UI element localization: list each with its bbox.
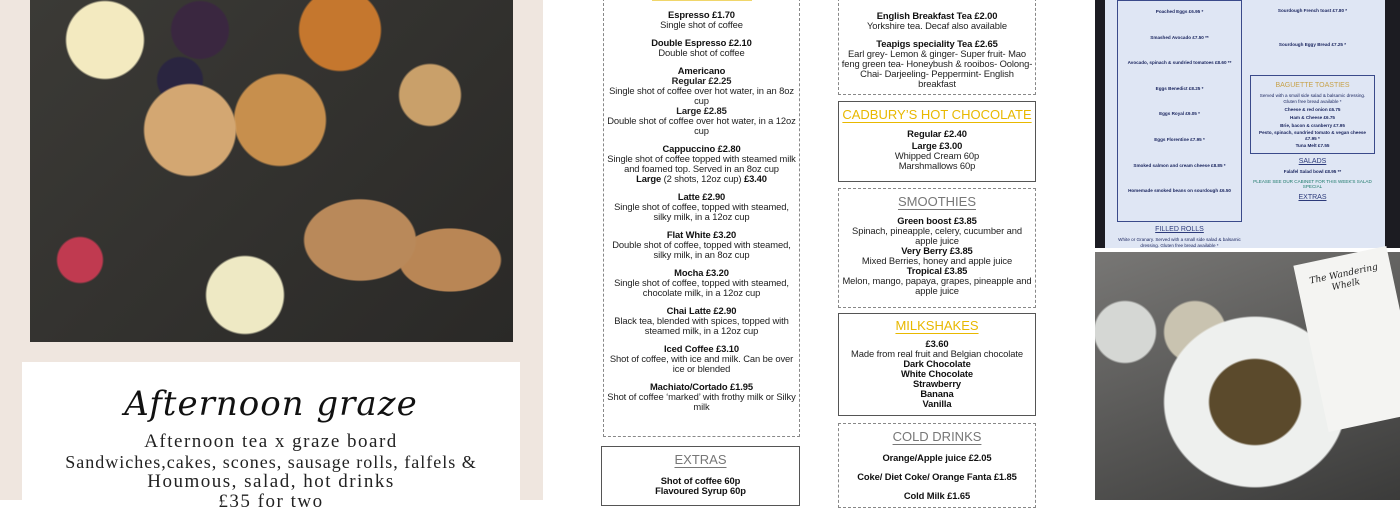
coffee-name: Iced Coffee £3.10 xyxy=(664,343,739,354)
baguette-item: Brie, bacon & cranberry £7.95 xyxy=(1280,122,1345,128)
smoothies-title: SMOOTHIES xyxy=(897,194,976,209)
milkshake-flavour: Strawberry xyxy=(913,378,961,389)
baguette-desc: Served with a small side salad & balsamic dressing. Gluten free bread available * xyxy=(1259,93,1366,104)
extra-item: Flavoured Syrup 60p xyxy=(655,485,746,496)
smoothie-desc: Mixed Berries, honey and apple juice xyxy=(861,255,1013,266)
menu-item: Smashed Avocado £7.50 ** xyxy=(1150,34,1209,40)
hot-choc-large: Large £3.00 xyxy=(911,140,963,151)
afternoon-graze-card xyxy=(22,362,520,512)
coffee-item xyxy=(606,38,797,58)
smoothie-name: Very Berry £3.85 xyxy=(901,245,973,256)
tea-desc: Earl grey- Lemon & ginger- Super fruit- Mao feng green tea- Honeybush & rooibos- Oolong- Chai- Darjeeling- Peppermint- English breakfast xyxy=(841,48,1033,89)
coffee-desc: Single shot of coffee, topped with steamed, chocolate milk, in a 12oz cup xyxy=(614,277,789,298)
menu-item: Poached Eggs £6.95 * xyxy=(1155,9,1204,14)
coffee-name: Chai Latte £2.90 xyxy=(666,305,737,316)
menu-paper xyxy=(1105,0,1385,248)
coffee-desc: Single shot of coffee xyxy=(660,19,743,30)
menu-item: Homemade smoked beans on sourdough £6.50 xyxy=(1128,188,1231,194)
hot-choc-extra: Marshmallows 60p xyxy=(898,160,976,171)
tea-name: Teapigs speciality Tea £2.65 xyxy=(876,38,998,49)
coffee-name: Latte £2.90 xyxy=(677,191,726,202)
coffee-name: Espresso £1.70 xyxy=(668,9,735,20)
coffee-desc: Single shot of coffee topped with steamed milk and foamed top. Served in an 8oz cup xyxy=(607,153,796,174)
filled-rolls-desc: White or Granary. Served with a small side salad & balsamic dressing. Gluten free bread available * xyxy=(1118,237,1241,248)
salad-item: Falafel Salad bowl £8.95 ** xyxy=(1283,168,1342,174)
card-line: Houmous, salad, hot drinks xyxy=(147,471,395,492)
coffee-desc: Single shot of coffee over hot water, in an 8oz cup xyxy=(609,85,794,106)
baguette-item: Tuna Melt £7.55 xyxy=(1295,143,1330,149)
tea-section xyxy=(838,0,1036,95)
menu-item: Eggs Benedict £8.25 * xyxy=(1155,85,1204,91)
hot-choc-regular: Regular £2.40 xyxy=(907,128,967,139)
afternoon-graze-panel xyxy=(0,0,543,512)
milkshake-flavour: Vanilla xyxy=(922,398,952,409)
coffee-name: Americano xyxy=(677,65,726,76)
card-line: Afternoon tea x graze board xyxy=(144,431,398,452)
coffee-name: Flat White £3.20 xyxy=(666,229,737,240)
script-title: Afternoon graze xyxy=(124,384,418,424)
milkshake-flavour: Dark Chocolate xyxy=(903,358,971,369)
baguette-item: Cheese & red onion £6.75 xyxy=(1284,107,1341,113)
filled-rolls-title: FILLED ROLLS xyxy=(1155,226,1204,233)
baguette-item: Pesto, spinach, sundried tomato & vegan cheese £7.95 * xyxy=(1259,130,1366,141)
coffee-item xyxy=(606,144,797,184)
coffee-name: Double Espresso £2.10 xyxy=(651,37,752,48)
coffee-name: Mocha £3.20 xyxy=(674,267,729,278)
food-plate-photo xyxy=(1095,252,1400,500)
large-label: Large xyxy=(636,173,662,184)
wandering-whelk-menu-card: The Wandering Whelk xyxy=(1293,246,1400,432)
large-detail: (2 shots, 12oz cup) xyxy=(661,173,744,184)
baguette-item: Ham & Cheese £6.75 xyxy=(1290,114,1335,120)
milkshakes-section xyxy=(838,313,1036,416)
tea-desc: Yorkshire tea. Decaf also available xyxy=(867,20,1007,31)
cold-drinks-title: COLD DRINKS xyxy=(892,429,982,444)
coffee-desc: Double shot of coffee xyxy=(658,47,745,58)
smoothie-name: Tropical £3.85 xyxy=(906,265,968,276)
breakfast-menu-photo xyxy=(1095,0,1400,248)
coffee-section xyxy=(603,0,800,437)
hot-chocolate-title: CADBURY’S HOT CHOCOLATE xyxy=(842,107,1032,122)
large-price: £3.40 xyxy=(743,173,767,184)
coffee-name: Cappuccino £2.80 xyxy=(662,143,741,154)
hot-choc-extra: Whipped Cream 60p xyxy=(894,150,980,161)
coffee-name: Machiato/Cortado £1.95 xyxy=(649,381,754,392)
milkshake-flavour: Banana xyxy=(920,388,954,399)
coffee-desc: Single shot of coffee, topped with steamed, silky milk, in a 12oz cup xyxy=(614,201,789,222)
card-line: £35 for two xyxy=(218,491,324,512)
menu-item: Eggs Royal £9.05 * xyxy=(1159,111,1200,117)
coffee-item xyxy=(606,192,797,222)
hot-chocolate-section xyxy=(838,101,1036,182)
menu-item: Smoked salmon and cream cheese £8.85 * xyxy=(1133,162,1226,168)
coffee-desc: Shot of coffee, with ice and milk. Can be over ice or blended xyxy=(609,353,794,374)
coffee-desc: Shot of coffee ‘marked’ with frothy milk or Silky milk xyxy=(607,391,796,412)
menu-item: Sourdough French toast £7.80 * xyxy=(1277,8,1348,13)
baguette-title: BAGUETTE TOASTIES xyxy=(1275,82,1350,90)
tea-name: English Breakfast Tea £2.00 xyxy=(876,10,998,21)
coffee-size: Regular £2.25 xyxy=(671,75,732,86)
cold-drink-item: Cold Milk £1.65 xyxy=(903,490,971,501)
smoothie-name: Green boost £3.85 xyxy=(897,215,977,226)
coffee-item xyxy=(606,230,797,260)
cold-drink-item: Coke/ Diet Coke/ Orange Fanta £1.85 xyxy=(857,471,1017,482)
extras-section xyxy=(601,446,800,506)
menu-item: Sourdough Eggy Bread £7.25 * xyxy=(1278,41,1347,47)
smoothie-desc: Melon, mango, papaya, grapes, pineapple and apple juice xyxy=(842,275,1032,296)
milkshakes-title: MILKSHAKES xyxy=(895,318,979,333)
coffee-item xyxy=(606,306,797,336)
graze-board-photo xyxy=(30,0,513,342)
salads-title: SALADS xyxy=(1298,157,1327,165)
cold-drinks-section xyxy=(838,423,1036,508)
card-line: Sandwiches,cakes, scones, sausage rolls, falfels & xyxy=(65,452,477,472)
title-underline xyxy=(652,0,752,1)
coffee-desc: Double shot of coffee over hot water, in a 12oz cup xyxy=(607,115,796,136)
smoothies-section xyxy=(838,188,1036,308)
extras-title: EXTRAS xyxy=(674,452,727,467)
menu-item: Eggs Florentine £7.95 * xyxy=(1154,136,1205,142)
cold-drink-item: Orange/Apple juice £2.05 xyxy=(882,452,992,463)
extra-item: Shot of coffee 60p xyxy=(660,475,741,486)
coffee-item xyxy=(606,66,797,136)
menu-item: Avocado, spinach & sundried tomatoes £8.60 ** xyxy=(1127,60,1232,66)
coffee-item xyxy=(606,344,797,374)
cabinet-note: PLEASE SEE OUR CABINET FOR THIS WEEK'S SALAD SPECIAL xyxy=(1253,178,1372,190)
coffee-item xyxy=(606,268,797,298)
smoothie-desc: Spinach, pineapple, celery, cucumber and apple juice xyxy=(852,225,1022,246)
menu-extras-title: EXTRAS xyxy=(1298,193,1327,201)
milkshake-price: £3.60 xyxy=(925,338,949,349)
coffee-size: Large £2.85 xyxy=(676,105,727,116)
coffee-desc: Black tea, blended with spices, topped with steamed milk, in a 12oz cup xyxy=(614,315,789,336)
milkshake-flavour: White Chocolate xyxy=(901,368,973,379)
milkshake-desc: Made from real fruit and Belgian chocolate xyxy=(851,348,1023,359)
coffee-desc: Double shot of coffee, topped with steamed, silky milk, in an 8oz cup xyxy=(612,239,791,260)
coffee-item xyxy=(606,382,797,412)
coffee-item xyxy=(606,10,797,30)
